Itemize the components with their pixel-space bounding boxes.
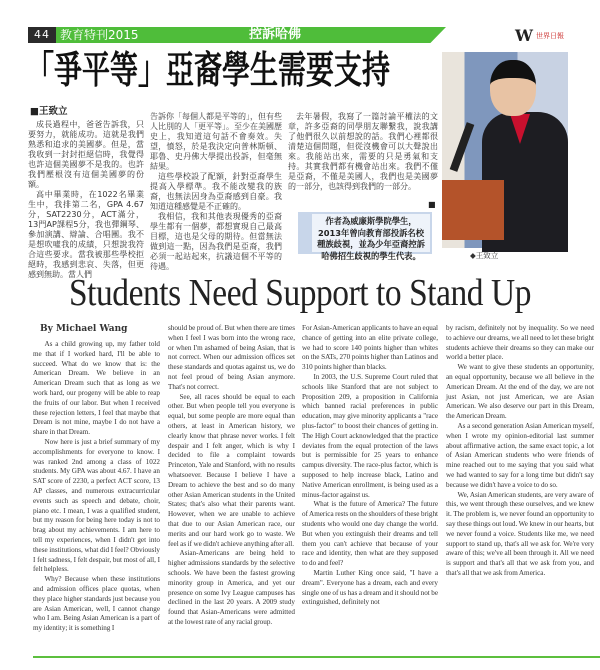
chinese-column-2 — [150, 112, 282, 272]
paragraph: Asian-Americans are being held to higher admissions standards by the selective schools. We have been the fastest growing minority group in America, and yet our presence on some Ivy League campuses has declined in the last 20 years. A 2009 study found that Asian-Americans were admitted at the lowest rate of any racial group. — [168, 549, 295, 626]
english-headline: Students Need Support to Stand Up — [69, 272, 531, 314]
paragraph: For Asian-American applicants to have an equal chance of getting into an elite private college, we had to score 140 points higher than whites on the SATs, 270 points higher than Latinos and 310 points higher than blacks. — [302, 324, 438, 372]
logo-text: 世界日報 — [535, 31, 564, 40]
paragraph: Now here is just a brief summary of my accomplishments for everyone to know. I was ranked 2nd among a class of 1022 students. My GPA was about 4.67. I have an SAT score of 2230, a perfect ACT score, 13 AP classes, and numerous extracurricular events such as speech and debate, choir, piano etc. I mean, I was a qualified student, but my reason for being here today is not to brag about my achievements. I am here to tell my experiences, when I didn't get into these institutions, what did I feel? Obviously I felt sadness, I felt despair, but most of all, I felt helpless. — [33, 437, 160, 574]
paragraph: As a child growing up, my father told me that if I worked hard, I'll be able to succeed. What do we know that is: the American Dream. We believe in an American Dream such that as long as we work hard, our progeny will be able to reap the fruits of our labor. But when I received these rejection letters, I feel that maybe that Dream is not mine, maybe I do not have a share in that Dream. — [33, 340, 160, 437]
english-column-3 — [302, 324, 438, 608]
photo-caption: ◆王致立 — [470, 251, 499, 260]
newspaper-logo — [515, 26, 564, 45]
english-column-4 — [446, 324, 594, 579]
paragraph: 我相信，我和其他表現優秀的亞裔學生都有一個夢，都想實現自己最高目標，這也是父母的期待。但當無法做到這一點，因為我們是亞裔，我們必須一起站起來，抗議這個不平等的待遇。 — [150, 212, 282, 271]
paragraph: 成長過程中，爸爸告訴我，只要努力，就能成功。這就是我們熟悉和追求的美國夢。但是，當我收到一封封拒絕信時，我覺得也許這個美國夢不是我的。也許我們壓根沒有這個美國夢的份額。 — [28, 120, 144, 189]
end-mark: ■ — [428, 200, 436, 209]
page-number: 44 — [28, 27, 56, 43]
bottom-rule — [33, 656, 600, 658]
paragraph: We, Asian American students, are very aware of this, we went through these ourselves, and we knew it. The problem is, we never found an opportunity to say these things out loud. We knew in our hearts, but we never found a voice. Students like me, we need support to stand up, that's all we ask for. We're very aware of this; we've all been through it. All we need is support and that's all that we ask from you, and that's all that we ask from America. — [446, 490, 594, 577]
photo-podium — [442, 180, 504, 240]
english-column-2 — [168, 324, 295, 628]
chinese-byline: ■王致立 — [30, 106, 68, 117]
photo-head — [490, 60, 536, 116]
logo-mark: W — [515, 26, 533, 45]
paragraph: See, all races should be equal to each other. But when people tell you everyone is equal, but some people are more equal than others, at least in American history, we clearly know that phrase never works. I felt despair and I felt anger, which is why I decided to file a complaint towards Princeton, Yale and Stanford, with no results whatsoever. Because I believe I have a Dream to achieve the best and so do many other Asian American students in the United States; that's also what their parents want. However, when we are unable to achieve that due to our Asian American race, our merits and our hard work go to waste. We feel as if we didn't achieve anything after all. — [168, 392, 295, 548]
paragraph: We want to give these students an opportunity, an equal opportunity, because we all believe in the American Dream. At the end of the day, we are not just Asian, not just American, we are Asian American. We also deserve our part in this Dream, the American Dream. — [446, 363, 594, 421]
paragraph: Why? Because when these institutions and admission offices place quotas, when they place higher standards just because you are Asian American, well, I cannot change who I am. Being Asian American is a part of my identity; it is something I — [33, 575, 160, 633]
paragraph: 這些學校設了配額，針對亞裔學生提高入學標準。我不能改變我的族裔，也無法因身為亞裔感到自豪。我知道這種感覺是不正確的。 — [150, 172, 282, 211]
chinese-headline: 「爭平等」亞裔學生需要支持 — [26, 47, 391, 93]
paragraph: should be proud of. But when there are times when I feel I was born into the wrong race, or when I'm ashamed of being Asian, that is not correct. When our admission offices set these standards and quotas against us, we do not feel proud of being Asian anymore. That's not correct. — [168, 324, 295, 391]
paragraph: 去年暑假，我寫了一篇討論平權法的文章，許多亞裔的同學朋友聯繫我，說我講了他們很久以前想說的話。我們心裡都很清楚這個問題，但從沒機會可以大聲說出來。我能站出來，需要的只是勇氣和支持。其實我們都有機會站出來。我們不僅是亞裔，不僅是美國人，我們也是美國夢的一部分，也該得到我們的一部分。 — [288, 112, 438, 191]
paragraph: 告訴你「每個人都是平等的」，但有些人比別的人「更平等」。至少在美國歷史上，我知道這句話不會奏效。失望，憤怒，於是我決定向普林斯頓、耶魯、史丹佛大學提出投訴，但毫無結果。 — [150, 112, 282, 171]
section-title: 教育特刊2015 — [60, 28, 139, 42]
paragraph: Martin Luther King once said, "I have a dream". Everyone has a dream, each and every single one of us has a dream and it should not be extinguished, definitely not — [302, 568, 438, 607]
paragraph: by racism, definitely not by inequality. So we need to achieve our dreams, we all need to let these bright students achieve their dreams so they can make our world a better place. — [446, 324, 594, 362]
paragraph: In 2003, the U.S. Supreme Court ruled that schools like Stanford that are not subject to Proposition 209, a proposition in California which banned racial preferences in public education, may give minority applicants a "race plus-factor" to boost their chances of getting in. The High Court acknowledged that the practice deviates from the equal protection of the laws but is permissible for 25 years to enhance campus diversity. The race-plus factor, which is supposed to help increase black, Latino and Native American enrollment, is being used as a minus-factor against us. — [302, 372, 438, 499]
paragraph: As a second generation Asian American myself, when I wrote my opinion-editorial last summer about affirmative action, the same exact topic, a lot of Asian American students who were friends of mine reached out to me saying that you said what we had wanted to say for a long time but didn't say because we didn't have a voice to do so. — [446, 421, 594, 489]
paragraph: 高中畢業時，在1022名畢業生中，我排第二名，GPA 4.67分，SAT2230分，ACT滿分，13門AP課程5分，我也彈鋼琴、參加演講、辯論、合唱團。我不是想吹噓我的成績，只想說我符合這些要求。當我被那些學校拒絕時，我感到悲哀、失落，但更感到無助。當人們 — [28, 190, 144, 279]
paragraph: What is the future of America? The future of America rests on the shoulders of these bright students who would one day change the world. But when you extinguish their dreams and tell them you can't achieve that because of your race and identity, then what are they supposed to do and feel? — [302, 500, 439, 568]
chinese-column-1 — [28, 120, 144, 280]
english-byline: By Michael Wang — [40, 324, 128, 334]
author-note-box: 作者為威廉斯學院學生，2013年曾向教育部投訴名校種族歧視，並為少年亞裔控訴哈佛招生歧視的學生代表。 — [298, 212, 432, 254]
author-photo — [442, 52, 568, 248]
english-column-1 — [33, 340, 160, 634]
topic-title: 控訴哈佛 — [248, 27, 301, 42]
chinese-column-3 — [288, 112, 438, 192]
microphone-icon — [450, 122, 475, 172]
